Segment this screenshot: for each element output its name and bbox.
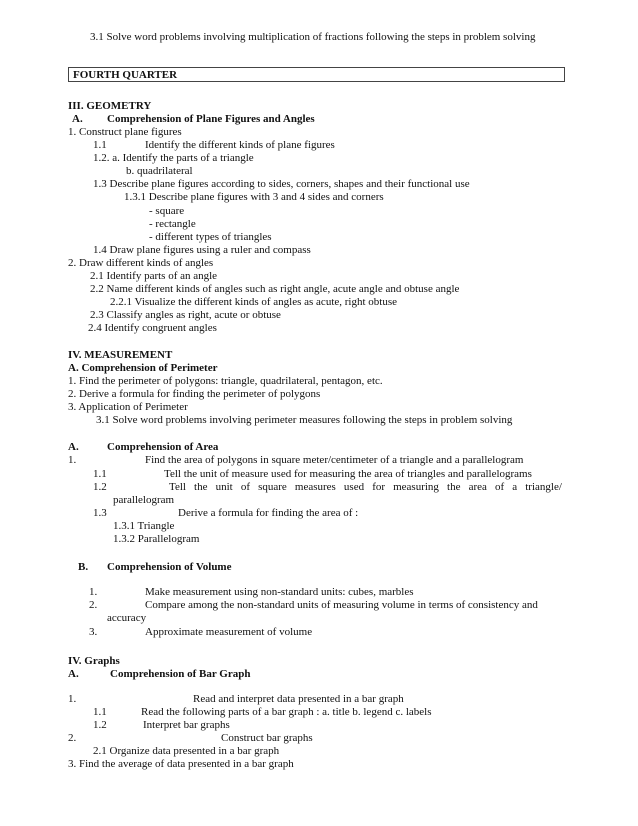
area-item-1-2-num: 1.2: [93, 481, 107, 493]
graph-item-1-text: Read and interpret data presented in a bar graph: [193, 693, 404, 705]
graph-item-3: 3. Find the average of data presented in a bar graph: [68, 758, 294, 770]
justified-word: used: [343, 481, 365, 493]
bar-graph-num: A.: [68, 668, 79, 680]
geo-bullet-square: - square: [149, 205, 185, 217]
perimeter-item-1: 1. Find the perimeter of polygons: triangle, quadrilateral, pentagon, etc.: [68, 375, 383, 387]
measurement-heading: IV. MEASUREMENT: [68, 349, 173, 361]
area-item-1-3-1: 1.3.1 Triangle: [113, 520, 175, 532]
volume-item-1-text: Make measurement using non-standard units: cubes, marbles: [145, 586, 414, 598]
area-item-1-3-num: 1.3: [93, 507, 107, 519]
area-item-1-1-num: 1.1: [93, 468, 107, 480]
geo-item-1-4: 1.4 Draw plane figures using a ruler and compass: [93, 244, 311, 256]
perimeter-item-3-1: 3.1 Solve word problems involving perimeter measures following the steps in problem solving: [96, 414, 513, 426]
volume-title: Comprehension of Volume: [107, 561, 232, 573]
graph-item-2-text: Construct bar graphs: [221, 732, 313, 744]
graph-item-1-num: 1.: [68, 693, 77, 705]
geo-item-2-2-1: 2.2.1 Visualize the different kinds of angles as acute, right obtuse: [110, 296, 397, 308]
geometry-heading: III. GEOMETRY: [68, 100, 152, 112]
volume-item-3-text: Approximate measurement of volume: [145, 626, 313, 638]
justified-word: Tell: [169, 481, 186, 493]
geo-item-2-3: 2.3 Classify angles as right, acute or obtuse: [90, 309, 281, 321]
geo-item-1: 1. Construct plane figures: [68, 126, 182, 138]
geo-item-2-2: 2.2 Name different kinds of angles such as right angle, acute angle and obtuse angle: [90, 283, 460, 295]
geo-item-2-1: 2.1 Identify parts of an angle: [90, 270, 218, 282]
bar-graph-title: Comprehension of Bar Graph: [110, 668, 251, 680]
geometry-a-num: A.: [72, 113, 83, 125]
graph-item-1-1-text: Read the following parts of a bar graph : a. title b. legend c. labels: [141, 706, 432, 718]
graph-item-2-1: 2.1 Organize data presented in a bar graph: [93, 745, 280, 757]
justified-word: for: [372, 481, 386, 493]
justified-word: the: [447, 481, 461, 493]
top-line: 3.1 Solve word problems involving multiplication of fractions following the steps in problem solving: [90, 31, 536, 43]
perimeter-heading: A. Comprehension of Perimeter: [68, 362, 218, 374]
volume-item-2-text: Compare among the non-standard units of measuring volume in terms of consistency and: [145, 599, 538, 611]
justified-word: square: [258, 481, 287, 493]
justified-word: a: [512, 481, 518, 493]
justified-word: the: [194, 481, 208, 493]
area-item-1-1-text: Tell the unit of measure used for measuring the area of triangles and parallelograms: [164, 468, 532, 480]
quarter-label: FOURTH QUARTER: [73, 69, 178, 81]
graph-item-2-num: 2.: [68, 732, 77, 744]
geo-item-1-2a: 1.2. a. Identify the parts of a triangle: [93, 152, 254, 164]
justified-word: of: [494, 481, 505, 493]
geo-item-1-1-text: Identify the different kinds of plane figures: [145, 139, 335, 151]
area-item-1-2-text: [169, 481, 562, 494]
volume-num: B.: [78, 561, 89, 573]
geo-bullet-triangles: - different types of triangles: [149, 231, 272, 243]
area-item-1-num: 1.: [68, 454, 77, 466]
justified-word: area: [468, 481, 487, 493]
perimeter-item-2: 2. Derive a formula for finding the perimeter of polygons: [68, 388, 321, 400]
area-item-1-2-cont: parallelogram: [113, 494, 175, 506]
graph-item-1-2-num: 1.2: [93, 719, 107, 731]
justified-word: measures: [294, 481, 336, 493]
geo-item-1-1-num: 1.1: [93, 139, 107, 151]
volume-item-1-num: 1.: [89, 586, 98, 598]
graph-item-1-1-num: 1.1: [93, 706, 107, 718]
area-num: A.: [68, 441, 79, 453]
volume-item-2-num: 2.: [89, 599, 98, 611]
geo-item-2-4: 2.4 Identify congruent angles: [88, 322, 217, 334]
area-title: Comprehension of Area: [107, 441, 219, 453]
geo-bullet-rectangle: - rectangle: [149, 218, 196, 230]
geo-item-2: 2. Draw different kinds of angles: [68, 257, 214, 269]
area-item-1-text: Find the area of polygons in square meter/centimeter of a triangle and a parallelogram: [145, 454, 524, 466]
geo-item-1-3-1: 1.3.1 Describe plane figures with 3 and 4 sides and corners: [124, 191, 384, 203]
quarter-box: [68, 67, 565, 82]
geometry-a-title: Comprehension of Plane Figures and Angles: [107, 113, 315, 125]
justified-word: triangle/: [525, 481, 562, 493]
area-item-1-3-2: 1.3.2 Parallelogram: [113, 533, 200, 545]
geo-item-1-2b: b. quadrilateral: [126, 165, 193, 177]
perimeter-item-3: 3. Application of Perimeter: [68, 401, 188, 413]
justified-word: unit: [215, 481, 233, 493]
geo-item-1-3: 1.3 Describe plane figures according to sides, corners, shapes and their functional use: [93, 178, 470, 190]
justified-word: of: [240, 481, 250, 493]
volume-item-3-num: 3.: [89, 626, 98, 638]
graphs-heading: IV. Graphs: [68, 655, 120, 667]
graph-item-1-2-text: Interpret bar graphs: [143, 719, 230, 731]
volume-item-2-cont: accuracy: [107, 612, 147, 624]
justified-word: measuring: [393, 481, 439, 493]
area-item-1-3-text: Derive a formula for finding the area of :: [178, 507, 359, 519]
